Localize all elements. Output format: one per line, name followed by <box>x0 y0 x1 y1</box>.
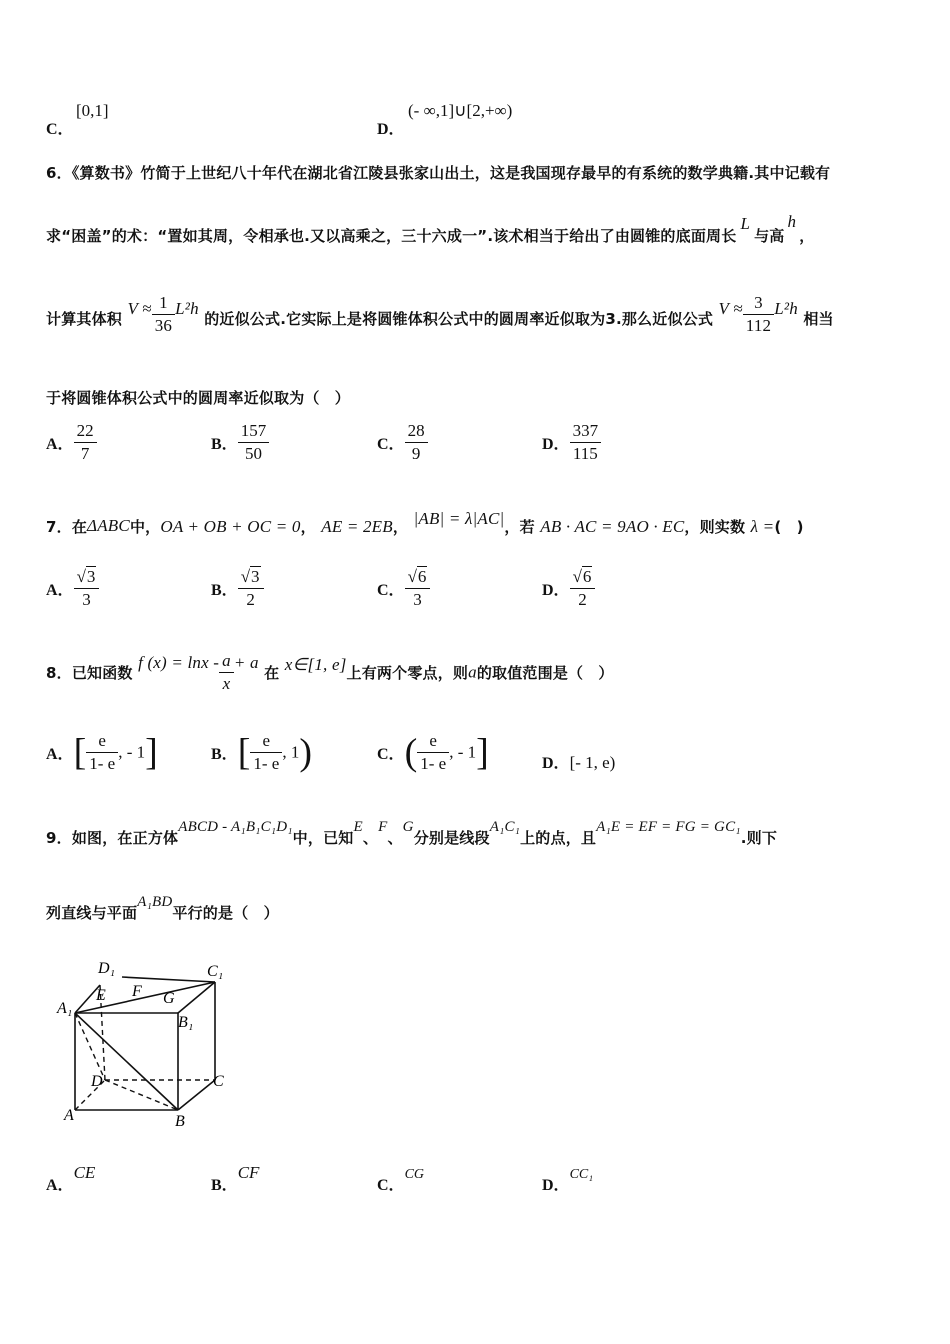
q8-option-fraction <box>86 730 118 775</box>
label-c: C <box>213 1073 224 1090</box>
q8-option-close-bracket: ] <box>145 731 158 774</box>
q9-option-text: CC₁ <box>569 1167 594 1182</box>
q7-option-label: D． <box>542 582 570 599</box>
q8-option-close-bracket: ] <box>476 731 489 774</box>
q9-point-e: E <box>353 819 363 835</box>
label-a1: A₁ <box>57 1000 73 1017</box>
q9-cube-name: ABCD - A₁B₁C₁D₁ <box>178 819 293 835</box>
q6-formula2-num: 3 <box>743 292 774 315</box>
q8-text: 8．已知函数 <box>46 664 133 682</box>
q7-option-label: A． <box>46 582 74 599</box>
q7-option-d <box>542 566 595 611</box>
q6-option-fraction <box>74 420 97 465</box>
q9-text: 列直线与平面 <box>46 904 138 922</box>
q6-formula1-num: 1 <box>152 292 175 315</box>
sqrt-sign: √3 <box>76 567 96 586</box>
label-b: B <box>175 1113 185 1130</box>
q7-option-num: 3 <box>251 567 260 586</box>
q7-text: ，若 <box>504 518 535 536</box>
q6-line3-b: 的近似公式.它实际上是将圆锥体积公式中的圆周率近似取为3.那么近似公式 <box>204 310 714 328</box>
q6-formula2-rhs: L²h <box>774 298 798 318</box>
q7-option-fraction <box>570 566 596 611</box>
q9-option-text: CF <box>237 1163 260 1182</box>
q9-option-text: CG <box>404 1167 425 1182</box>
q7-option-a <box>46 566 99 611</box>
sqrt-sign: √3 <box>240 567 260 586</box>
q9-equal-segments: A₁E = EF = FG = GC₁ <box>596 819 741 835</box>
q6-formula2-fraction <box>743 292 774 337</box>
q7-option-c <box>377 566 430 611</box>
q6-formula2-den: 112 <box>745 316 772 335</box>
q6-option-num: 337 <box>570 420 602 443</box>
q6-option-den: 115 <box>572 444 598 463</box>
q6-symbol-L: L <box>740 214 751 233</box>
q6-option-fraction <box>570 420 602 465</box>
q7-lambda: λ = <box>750 517 775 536</box>
q9-stem-line1 <box>46 815 778 847</box>
q7-option-fraction <box>74 566 100 611</box>
q7-magnitude-eq: |AB| = λ|AC| <box>413 509 505 528</box>
label-e: E <box>96 987 106 1004</box>
q8-function-a: f (x) = lnx - <box>138 652 220 672</box>
q8-option-open-bracket: ( <box>404 731 418 774</box>
label-f: F <box>132 983 142 1000</box>
label-d1: D₁ <box>98 960 116 977</box>
q8-option-num: e <box>417 730 449 753</box>
q9-text: 上的点，且 <box>520 829 597 847</box>
q7-option-den: 2 <box>246 590 255 609</box>
q8-stem <box>46 650 614 695</box>
q8-text: 在 <box>264 664 280 682</box>
q8-option-den: 1- e <box>253 754 280 773</box>
q8-option-text: [- 1, e) <box>569 753 616 772</box>
q8-option-label: C． <box>377 746 405 763</box>
q5-option-c-label: C． <box>46 121 74 138</box>
q9-option-label: A． <box>46 1177 74 1194</box>
label-d: D <box>91 1073 103 1090</box>
q6-option-den: 9 <box>411 444 421 463</box>
q7-vector-sum: OA + OB + OC = 0 <box>160 517 301 536</box>
q8-function-b: + a <box>233 652 259 672</box>
q9-text: 中，已知 <box>292 829 354 847</box>
q8-option-fraction <box>250 730 282 775</box>
q5-option-d-text: (- ∞,1]∪[2,+∞) <box>408 101 513 120</box>
q7-option-b <box>211 566 264 611</box>
edge-d1-c1 <box>122 977 215 982</box>
q9-plane: A₁BD <box>137 894 173 910</box>
q9-option-c <box>377 1160 425 1194</box>
q7-dot-product: AB · AC = 9AO · EC <box>540 517 685 536</box>
q9-text: 、 <box>362 829 379 847</box>
q6-option-den: 50 <box>244 444 262 463</box>
q7-stem <box>46 509 804 537</box>
q6-line4: 于将圆锥体积公式中的圆周率近似取为（ ） <box>46 389 351 407</box>
q9-point-g: G <box>402 819 414 835</box>
segment-a1-d-hidden <box>75 1013 105 1080</box>
q9-text: 9．如图，在正方体 <box>46 829 179 847</box>
q6-option-num: 157 <box>238 420 270 443</box>
q9-option-b <box>211 1160 260 1194</box>
edge-b-c <box>178 1080 215 1110</box>
q8-option-num: e <box>86 730 118 753</box>
q8-option-tail: , - 1 <box>449 742 477 762</box>
q7-option-label: B． <box>211 582 238 599</box>
q8-variable-a: a <box>468 662 477 682</box>
q7-text: ， <box>392 518 409 536</box>
q9-text: 平行的是（ ） <box>172 904 279 922</box>
q6-option-fraction <box>238 420 270 465</box>
q8-domain: x∈[1, e] <box>284 654 347 674</box>
q6-option-label: C． <box>377 436 405 453</box>
q6-line3 <box>46 293 834 341</box>
q7-text: ， <box>300 518 316 536</box>
q6-formula1-rhs: L²h <box>175 298 199 318</box>
q7-option-den: 3 <box>413 590 422 609</box>
q8-option-label: B． <box>211 746 238 763</box>
q6-line2 <box>46 212 815 246</box>
label-c1: C₁ <box>207 963 224 980</box>
q7-triangle: ΔABC <box>87 516 130 535</box>
q6-line3-a: 计算其体积 <box>46 310 123 328</box>
q7-option-num: 6 <box>417 567 427 586</box>
q6-option-fraction <box>405 420 428 465</box>
label-a: A <box>64 1107 74 1124</box>
q8-option-c <box>377 730 489 775</box>
q8-text: 上有两个零点，则 <box>346 664 469 682</box>
q8-fraction-num: a <box>219 650 234 673</box>
q6-option-label: D． <box>542 436 570 453</box>
q6-option-b <box>211 420 269 465</box>
q9-text: 、 <box>387 829 403 847</box>
q7-option-num: 3 <box>86 567 96 586</box>
label-g: G <box>163 990 175 1007</box>
q9-stem-line2 <box>46 890 279 922</box>
q8-option-d <box>542 750 615 773</box>
q7-option-den: 2 <box>578 590 587 609</box>
q7-option-den: 3 <box>82 590 91 609</box>
q6-line3-c: 相当 <box>803 310 834 328</box>
q5-option-c-text: [0,1] <box>76 101 109 120</box>
q9-segment: A₁C₁ <box>489 819 521 835</box>
q8-option-open-bracket: [ <box>237 731 251 774</box>
label-b1: B₁ <box>178 1014 194 1031</box>
q8-fraction-den: x <box>222 674 231 693</box>
q8-option-num: e <box>250 730 282 753</box>
q6-symbol-h: h <box>787 212 797 231</box>
q7-text: ，则实数 <box>684 518 746 536</box>
q7-option-num: 6 <box>582 567 592 586</box>
q9-text: 分别是线段 <box>413 829 490 847</box>
q9-option-text: CE <box>73 1163 96 1182</box>
cube-figure <box>55 955 240 1135</box>
sqrt-sign: √6 <box>407 567 427 586</box>
q9-option-d <box>542 1160 594 1194</box>
q8-option-tail: , 1 <box>282 742 300 762</box>
q8-function-fraction <box>219 650 234 695</box>
q6-line2-c: ， <box>799 227 815 245</box>
q8-option-label: D． <box>542 755 570 772</box>
q6-option-den: 7 <box>80 444 90 463</box>
q6-line2-b: 与高 <box>754 227 785 245</box>
q6-formula1-lhs: V ≈ <box>127 298 152 318</box>
q6-formula2-lhs: V ≈ <box>718 298 743 318</box>
q7-option-label: C． <box>377 582 405 599</box>
q8-option-a <box>46 730 158 775</box>
segment-d-b-hidden <box>105 1080 178 1110</box>
q9-option-label: B． <box>211 1177 238 1194</box>
q6-line2-a: 求“困盖”的术：“置如其周，令相承也.又以高乘之，三十六成一”.该术相当于给出了由圆锥的底面周长 <box>46 227 737 245</box>
q6-option-label: A． <box>46 436 74 453</box>
q9-option-a <box>46 1160 96 1194</box>
q8-option-fraction <box>417 730 449 775</box>
q8-option-close-bracket: ) <box>299 731 312 774</box>
q7-text: ( ) <box>774 518 804 536</box>
q6-formula1-den: 36 <box>154 316 173 335</box>
q8-option-label: A． <box>46 746 74 763</box>
q8-option-den: 1- e <box>420 754 447 773</box>
q6-option-label: B． <box>211 436 238 453</box>
q7-option-fraction <box>238 566 264 611</box>
q8-option-open-bracket: [ <box>73 731 87 774</box>
q7-text: 7．在 <box>46 518 88 536</box>
q5-option-d-label: D． <box>377 121 405 138</box>
q6-option-d <box>542 420 601 465</box>
q7-text: 中， <box>129 518 161 536</box>
q9-text: .则下 <box>740 829 778 847</box>
q8-text: 的取值范围是（ ） <box>476 664 614 682</box>
q8-option-b <box>211 730 312 775</box>
q7-option-fraction <box>405 566 431 611</box>
q6-line1: 6．《算数书》竹简于上世纪八十年代在湖北省江陵县张家山出土，这是我国现存最早的有系统的数学典籍.其中记载有 <box>46 164 831 182</box>
q6-option-c <box>377 420 428 465</box>
q6-option-num: 22 <box>74 420 97 443</box>
q6-formula1-fraction <box>152 292 175 337</box>
q9-option-label: C． <box>377 1177 405 1194</box>
q9-point-f: F <box>378 819 388 835</box>
q8-option-tail: , - 1 <box>118 742 146 762</box>
q7-ae-eq: AE = 2EB <box>321 517 393 536</box>
q8-option-den: 1- e <box>89 754 116 773</box>
q9-option-label: D． <box>542 1177 570 1194</box>
q6-option-num: 28 <box>405 420 428 443</box>
q6-option-a <box>46 420 97 465</box>
sqrt-sign: √6 <box>572 567 592 586</box>
